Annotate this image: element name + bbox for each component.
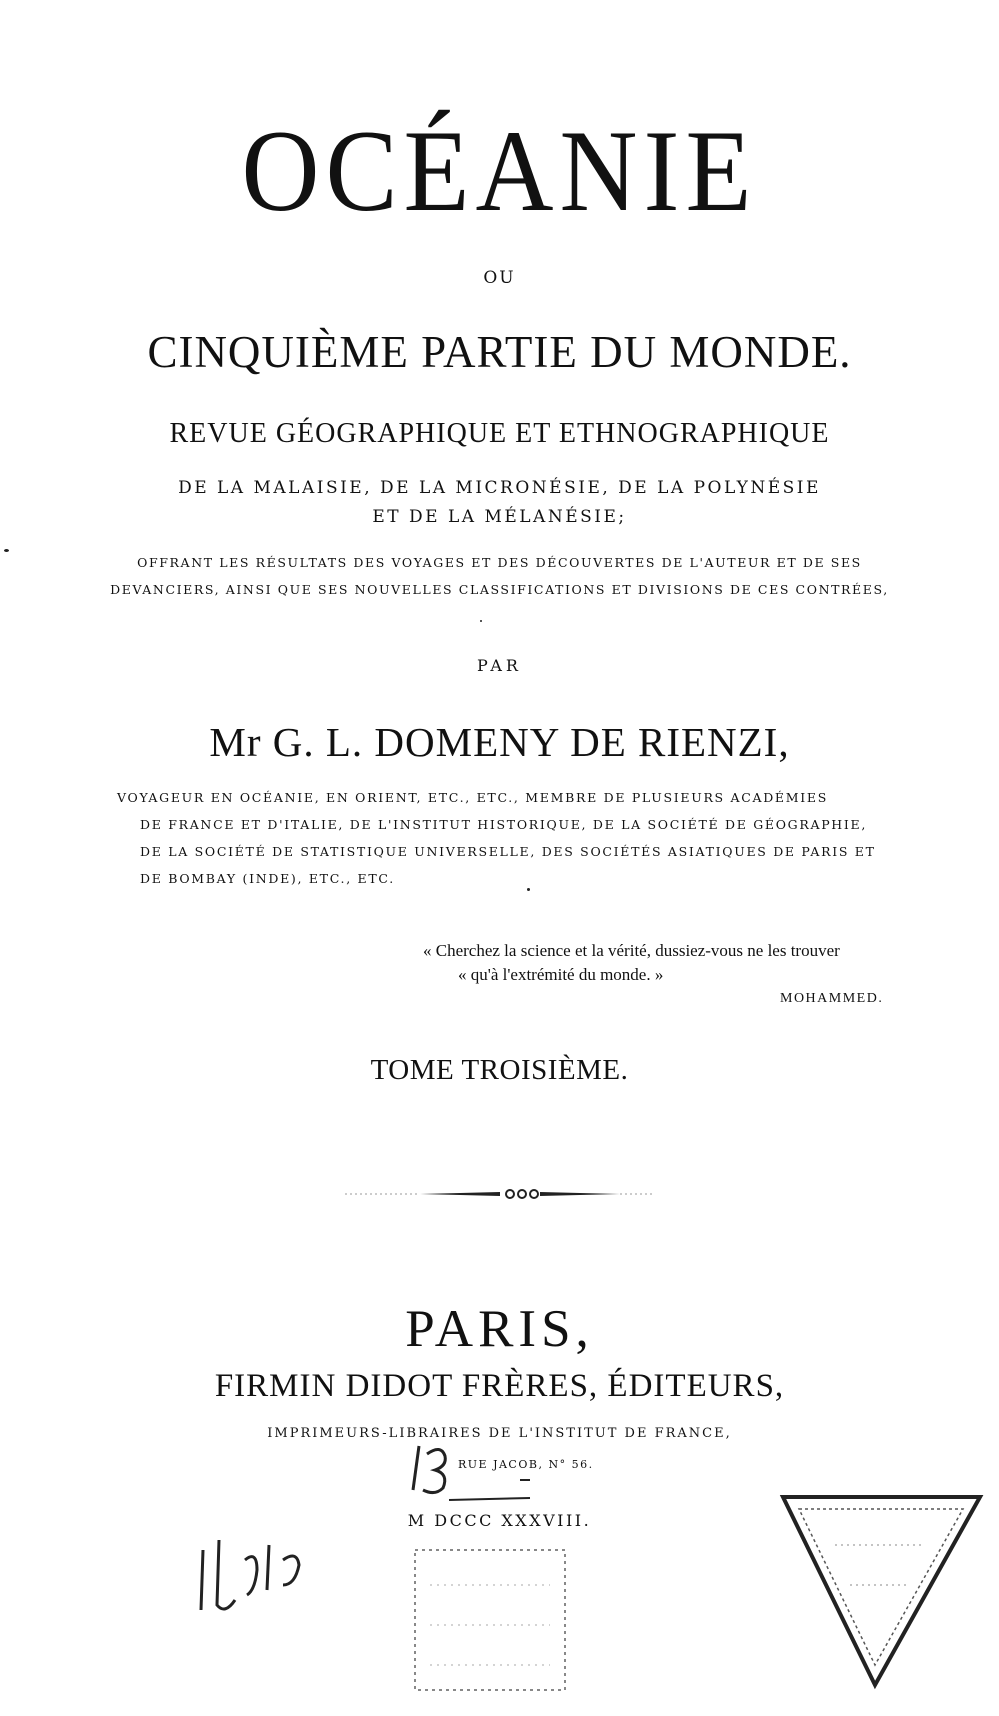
imprint-publisher: FIRMIN DIDOT FRÈRES, ÉDITEURS, [214, 1368, 785, 1404]
title-conjunction: OU [483, 268, 516, 288]
regions-line-1: DE LA MALAISIE, DE LA MICRONÉSIE, DE LA POLYNÉSIE [178, 478, 821, 498]
handwritten-shelfmark [195, 1530, 315, 1620]
description-line-2: DEVANCIERS, AINSI QUE SES NOUVELLES CLASSIFICATIONS ET DIVISIONS DE CES CONTRÉES, [110, 582, 889, 597]
print-speck [480, 620, 482, 622]
credentials-line-1: VOYAGEUR EN OCÉANIE, EN ORIENT, ETC., ETC., MEMBRE DE PLUSIEURS ACADÉMIES [117, 790, 828, 805]
book-subtitle: CINQUIÈME PARTIE DU MONDE. [147, 327, 852, 377]
credentials-line-3: DE LA SOCIÉTÉ DE STATISTIQUE UNIVERSELLE, DES SOCIÉTÉS ASIATIQUES DE PARIS ET [140, 844, 876, 859]
imprint-city: PARIS, [405, 1300, 594, 1358]
credentials-line-4: DE BOMBAY (INDE), ETC., ETC. [140, 871, 395, 886]
library-stamp-faded [410, 1545, 575, 1700]
handwritten-mark [405, 1440, 535, 1510]
ornament-divider [340, 1184, 660, 1204]
imprint-address: RUE JACOB, N° 56. [458, 1458, 594, 1471]
volume-label: TOME TROISIÈME. [370, 1054, 629, 1086]
by-label: PAR [477, 656, 522, 675]
imprint-year: M DCCC XXXVIII. [407, 1511, 592, 1530]
author-name: Mr G. L. DOMENY DE RIENZI, [209, 719, 790, 765]
credentials-line-2: DE FRANCE ET D'ITALIE, DE L'INSTITUT HISTORIQUE, DE LA SOCIÉTÉ DE GÉOGRAPHIE, [140, 817, 868, 832]
book-title: OCÉANIE [241, 107, 758, 236]
regions-line-2: ET DE LA MÉLANÉSIE; [372, 507, 627, 527]
print-speck [527, 888, 530, 891]
print-speck [4, 549, 9, 552]
description-line-1: OFFRANT LES RÉSULTATS DES VOYAGES ET DES DÉCOUVERTES DE L'AUTEUR ET DE SES [137, 555, 862, 570]
review-line: REVUE GÉOGRAPHIQUE ET ETHNOGRAPHIQUE [169, 418, 830, 449]
epigraph-attribution: MOHAMMED. [780, 991, 884, 1006]
epigraph-line-2: « qu'à l'extrémité du monde. » [458, 965, 664, 984]
epigraph-line-1: « Cherchez la science et la vérité, dussiez-vous ne les trouver [423, 941, 840, 960]
imprint-printer: IMPRIMEURS-LIBRAIRES DE L'INSTITUT DE FRANCE, [267, 1426, 732, 1441]
library-stamp-triangle [775, 1485, 990, 1700]
